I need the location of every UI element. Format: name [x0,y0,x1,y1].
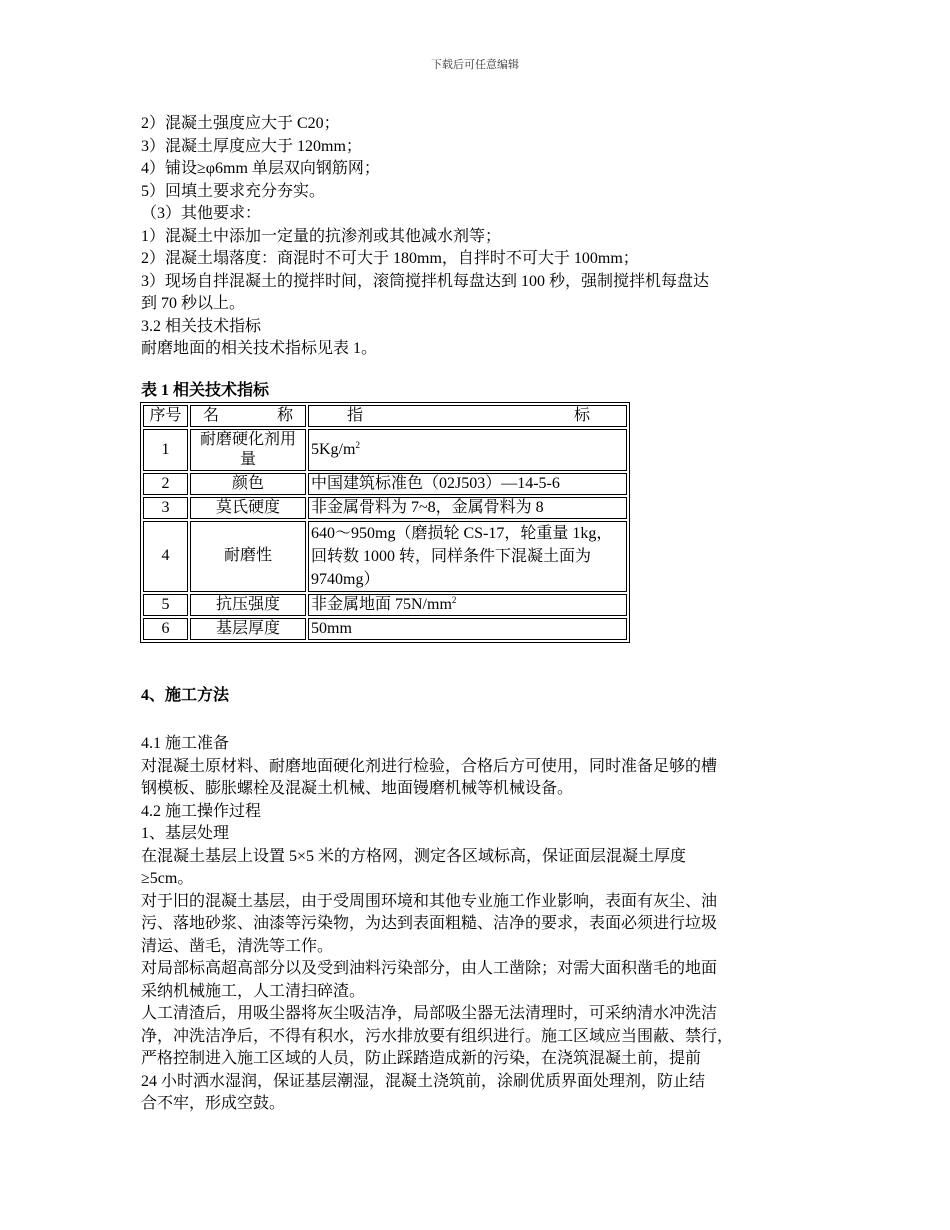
text-line: 2）混凝土强度应大于 C20； [141,115,340,132]
text-line: 人工清渣后，用吸尘器将灰尘吸洁净，局部吸尘器无法清理时，可采纳清水冲洗洁 [141,1005,718,1022]
table-row [143,429,627,471]
cell-no: 3 [143,497,188,519]
cell-no: 2 [143,473,188,495]
text-line: 合不牢，形成空鼓。 [141,1095,286,1112]
text-line: 严格控制进入施工区域的人员，防止踩踏造成新的污染，在浇筑混凝土前，提前 [141,1050,702,1067]
table-row [143,594,627,616]
text-line: 对于旧的混凝土基层，由于受周围环境和其他专业施工作业影响，表面有灰尘、油 [141,892,718,910]
text-line: 4）铺设≥φ6mm 单层双向钢筋网； [141,160,380,177]
text-line: ≥5cm。 [141,870,194,887]
table-header-row [143,405,627,427]
subsection-heading: 3.2 相关技术指标 [141,317,262,335]
table-row [143,497,627,519]
text-line: 污、落地砂浆、油漆等污染物，为达到表面粗糙、洁净的要求，表面必须进行垃圾 [141,915,718,932]
text-line: 对混凝土原材料、耐磨地面硬化剂进行检验，合格后方可使用，同时准备足够的槽 [141,757,718,775]
text-line: 清运、凿毛，清洗等工作。 [141,937,334,955]
cell-no: 6 [143,618,188,640]
text-line: 净，冲洗洁净后，不得有积水，污水排放要有组织进行。施工区域应当围蔽、禁行， [141,1027,734,1045]
text-line: （3）其他要求： [141,205,262,222]
cell-name: 颜色 [190,473,306,495]
text-line: 3）现场自拌混凝土的搅拌时间，滚筒搅拌机每盘达到 100 秒，强制搅拌机每盘达 [141,272,710,290]
cell-no: 5 [143,594,188,616]
cell-name: 耐磨性 [190,521,306,592]
cell-no: 1 [143,429,188,471]
text-line: 采纳机械施工，人工清扫碎渣。 [141,982,366,1000]
subsection-heading: 4.1 施工准备 [141,735,230,752]
cell-no: 4 [143,521,188,592]
document-body [141,113,831,1116]
cell-name: 基层厚度 [190,618,306,640]
text-line: 对局部标高超高部分以及受到油料污染部分，由人工凿除；对需大面积凿毛的地面 [141,960,718,977]
table-row [143,521,627,592]
cell-spec: 50mm [308,618,627,640]
cell-name: 耐磨硬化剂用量 [190,429,306,471]
cell-name: 抗压强度 [190,594,306,616]
subsection-heading: 4.2 施工操作过程 [141,802,262,820]
text-line: 1）混凝土中添加一定量的抗渗剂或其他减水剂等； [141,227,502,245]
text-line: 5）回填土要求充分夯实。 [141,182,326,200]
text-line: 3）混凝土厚度应大于 120mm； [141,137,362,155]
text-line: 在混凝土基层上设置 5×5 米的方格网，测定各区域标高，保证面层混凝土厚度 [141,847,687,865]
cell-spec: 非金属骨料为 7~8，金属骨料为 8 [308,497,627,519]
cell-name: 莫氏硬度 [190,497,306,519]
cell-spec: 中国建筑标准色（02J503）—14-5-6 [308,473,627,495]
text-line: 24 小时洒水湿润，保证基层潮湿，混凝土浇筑前，涂刷优质界面处理剂，防止结 [141,1072,706,1090]
page-header: 下载后可任意编辑 [431,59,519,71]
cell-spec: 640～950mg（磨损轮 CS-17，轮重量 1kg，回转数 1000 转，同样条件下混凝土面为 9740mg） [308,521,627,592]
text-line: 1、基层处理 [141,825,230,842]
cell-spec: 非金属地面 $75N/mm^2$ [308,594,627,616]
header-spec: 指 标 [347,406,590,424]
spec-table [140,402,630,643]
text-line: 耐磨地面的相关技术指标见表 1。 [141,340,378,357]
table-title: 表 1 相关技术指标 [141,381,270,399]
table-row [143,473,627,495]
table-row [143,618,627,640]
construction-method-text [141,733,831,1116]
cell-spec: $5Kg/m^2$ [308,429,627,471]
header-no: 序号 [143,405,188,427]
text-line: 到 70 秒以上。 [141,295,246,312]
requirements-list [141,113,831,361]
text-line: 钢模板、膨胀螺栓及混凝土机械、地面镘磨机械等机械设备。 [141,780,574,797]
text-line: 2）混凝土塌落度：商混时不可大于 180mm，自拌时不可大于 100mm； [141,250,639,267]
header-name: 名 称 [203,406,293,424]
section-heading: 4、施工方法 [141,686,230,704]
